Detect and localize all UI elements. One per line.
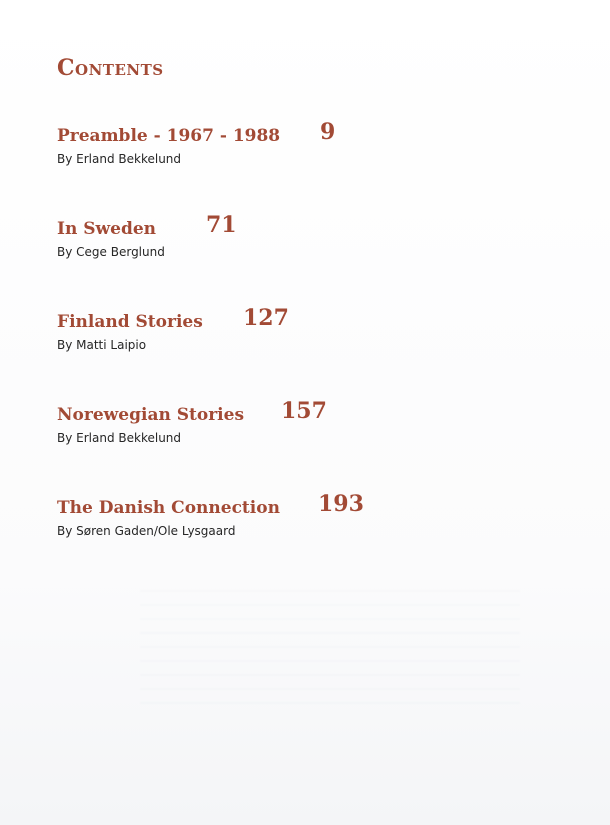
entry-heading [57,398,327,428]
entry-title: Preamble - 1967 - 1988 [57,126,281,146]
entry-author: By Erland Bekkelund [57,431,182,445]
entry-page-number: 127 [243,305,289,331]
entry-author: By Erland Bekkelund [57,152,182,166]
entry-page-number: 71 [206,212,237,238]
entry-heading [57,491,364,521]
contents-entry-norewegian-stories [57,398,327,446]
contents-entry-in-sweden [57,212,237,260]
contents-entry-finland-stories [57,305,289,353]
entry-title: In Sweden [57,219,157,239]
contents-entry-preamble [57,119,336,167]
print-bleed-texture [140,590,520,710]
entry-heading [57,305,289,335]
entry-heading [57,212,237,242]
entry-page-number: 157 [281,398,327,424]
contents-entry-danish-connection [57,491,364,539]
entry-author: By Matti Laipio [57,338,147,352]
entry-author: By Cege Berglund [57,245,165,259]
entry-author: By Søren Gaden/Ole Lysgaard [57,524,236,538]
entry-page-number: 193 [318,491,364,517]
entry-heading [57,119,336,149]
contents-title: Contents [57,55,164,81]
entry-title: Finland Stories [57,312,203,332]
entry-title: The Danish Connection [57,498,280,518]
entry-title: Norewegian Stories [57,405,245,425]
entry-page-number: 9 [320,119,336,145]
